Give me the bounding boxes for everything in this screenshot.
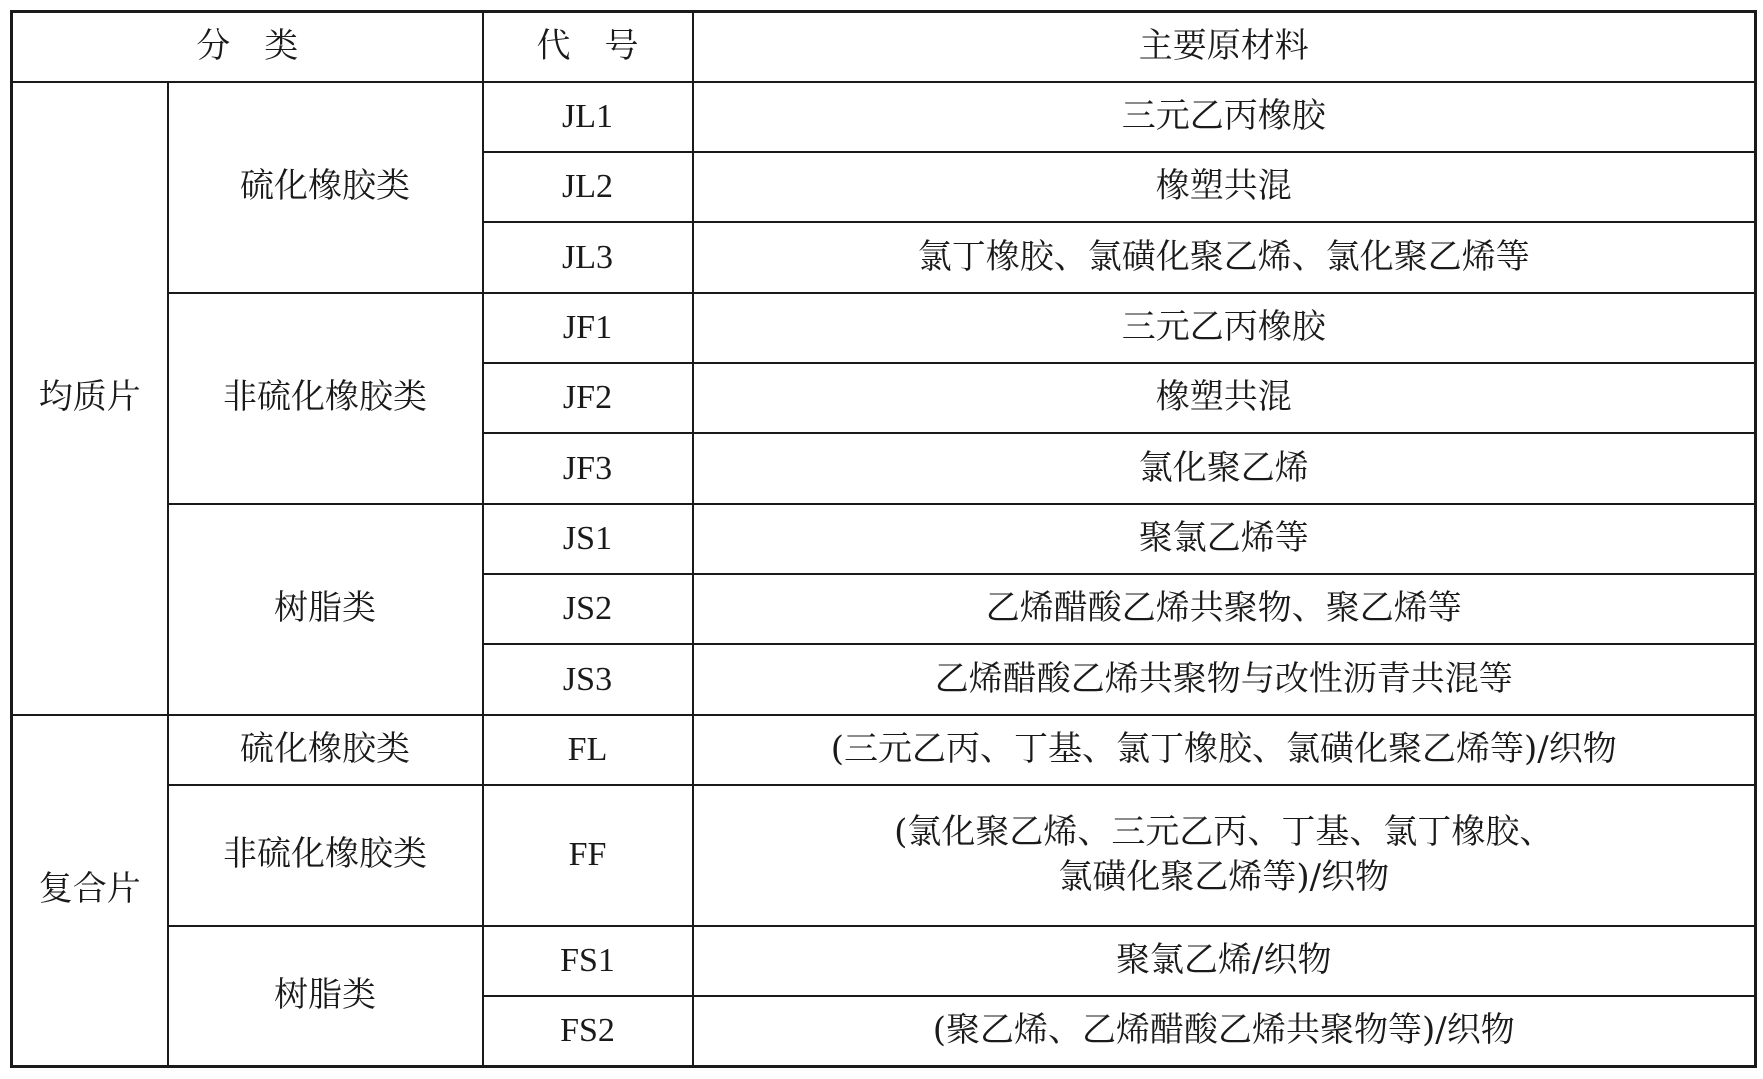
code-cell: FS2 [483,996,693,1066]
code-cell: FF [483,785,693,926]
group-name: 复合片 [12,715,168,1067]
header-category: 分 类 [12,12,483,82]
material-line-2: 氯磺化聚乙烯等)/织物 [1058,857,1390,898]
material-cell: (聚乙烯、乙烯醋酸乙烯共聚物等)/织物 [693,996,1756,1066]
header-material: 主要原材料 [693,12,1756,82]
code-cell: JS2 [483,574,693,644]
code-cell: FL [483,715,693,785]
material-cell: 乙烯醋酸乙烯共聚物、聚乙烯等 [693,574,1756,644]
table-row [12,715,1756,785]
table-row [12,82,1756,152]
table-row [12,785,1756,926]
code-cell: JF2 [483,363,693,433]
material-cell: 聚氯乙烯等 [693,504,1756,574]
classification-table [10,10,1757,1068]
subgroup-name: 非硫化橡胶类 [168,293,483,504]
code-cell: JF1 [483,293,693,363]
material-cell: 聚氯乙烯/织物 [693,926,1756,996]
table-wrapper [10,10,1754,1068]
table-row [12,504,1756,574]
material-cell: 氯丁橡胶、氯磺化聚乙烯、氯化聚乙烯等 [693,222,1756,292]
code-cell: JF3 [483,433,693,503]
material-cell: 三元乙丙橡胶 [693,293,1756,363]
subgroup-name: 树脂类 [168,926,483,1067]
code-cell: JS3 [483,644,693,714]
code-cell: JL3 [483,222,693,292]
table-row [12,293,1756,363]
table-row [12,926,1756,996]
code-cell: JS1 [483,504,693,574]
material-cell: (三元乙丙、丁基、氯丁橡胶、氯磺化聚乙烯等)/织物 [693,715,1756,785]
material-cell: 氯化聚乙烯 [693,433,1756,503]
material-line-1: (氯化聚乙烯、三元乙丙、丁基、氯丁橡胶、 [894,811,1554,852]
code-cell: FS1 [483,926,693,996]
subgroup-name: 硫化橡胶类 [168,82,483,293]
subgroup-name: 硫化橡胶类 [168,715,483,785]
code-cell: JL1 [483,82,693,152]
subgroup-name: 树脂类 [168,504,483,715]
material-cell: 橡塑共混 [693,152,1756,222]
material-cell: 三元乙丙橡胶 [693,82,1756,152]
material-cell [693,785,1756,926]
material-cell: 乙烯醋酸乙烯共聚物与改性沥青共混等 [693,644,1756,714]
header-row [12,12,1756,82]
group-name: 均质片 [12,82,168,715]
subgroup-name: 非硫化橡胶类 [168,785,483,926]
material-cell: 橡塑共混 [693,363,1756,433]
code-cell: JL2 [483,152,693,222]
header-code: 代 号 [483,12,693,82]
